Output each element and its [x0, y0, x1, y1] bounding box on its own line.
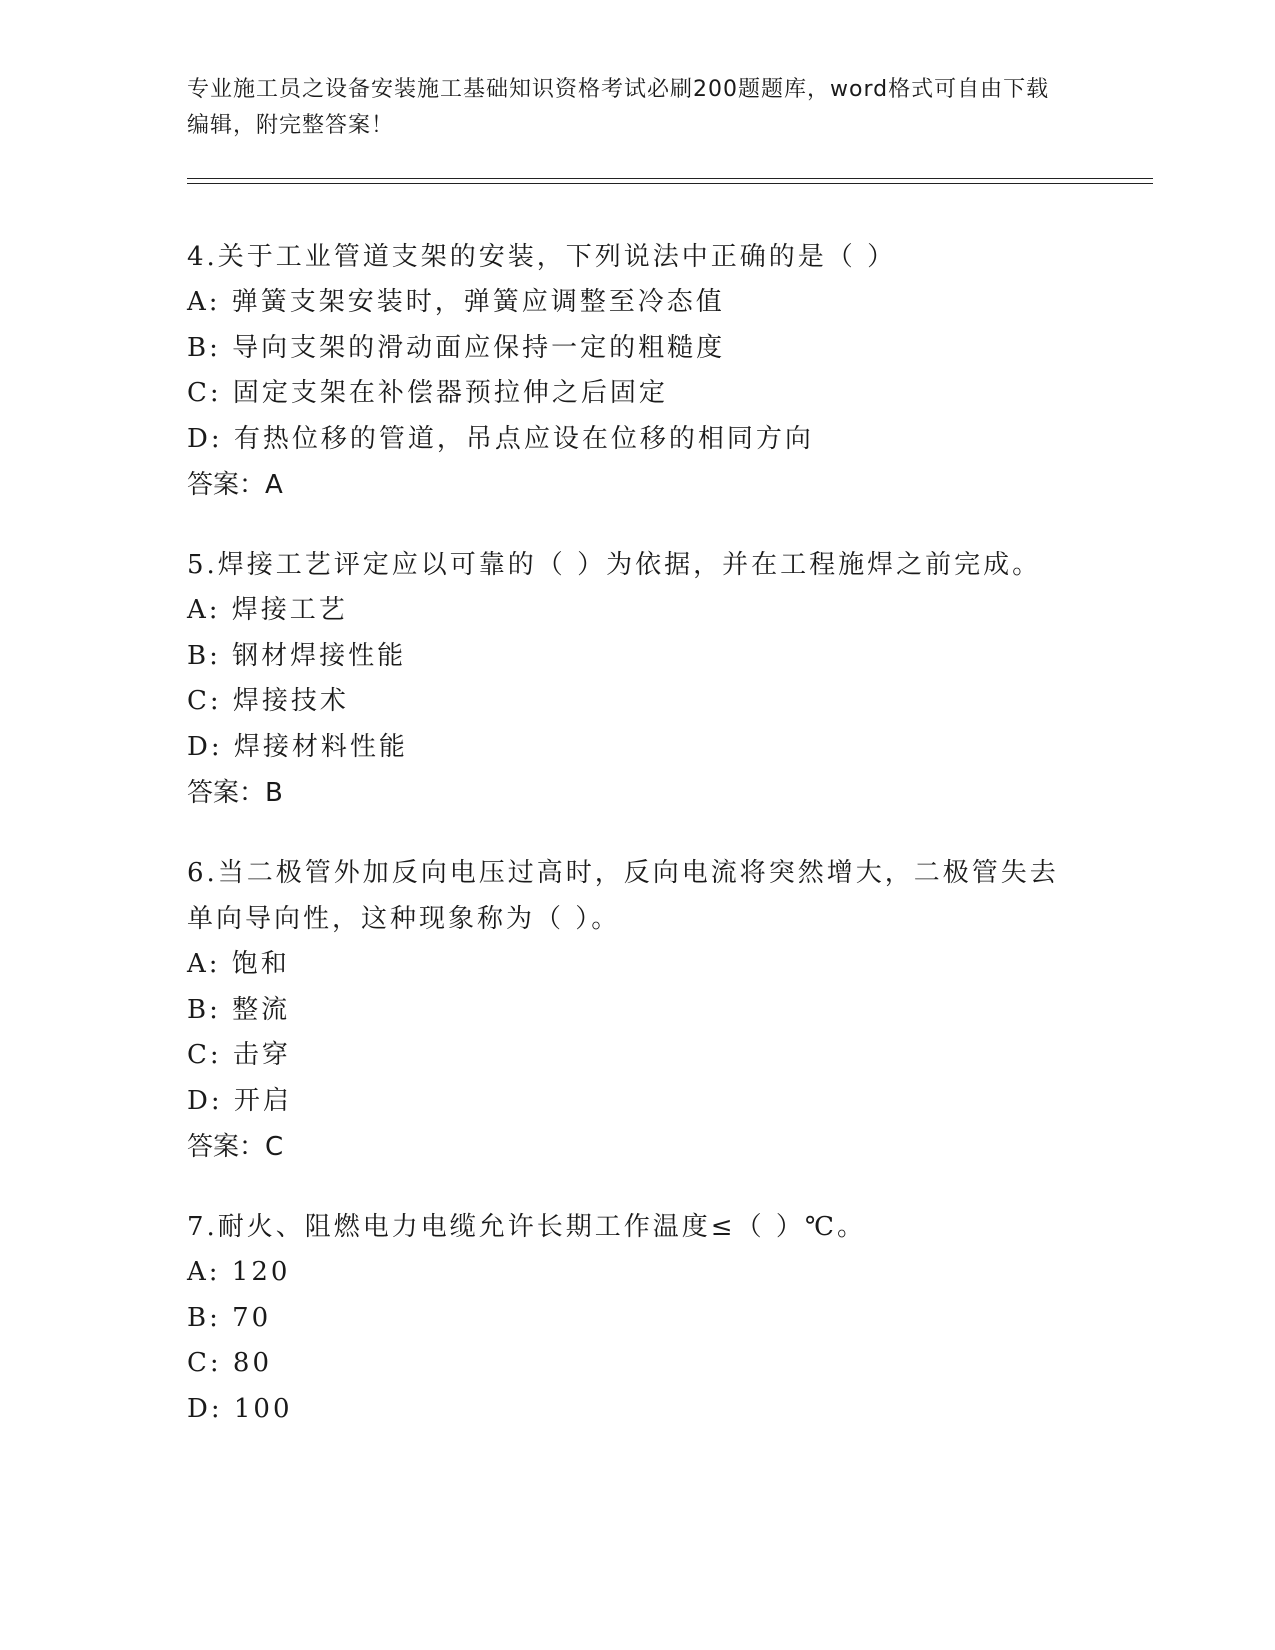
document-header: 专业施工员之设备安装施工基础知识资格考试必刷200题题库，word格式可自由下载编辑，附完整答案！	[187, 77, 1050, 138]
option-b: B: 导向支架的滑动面应保持一定的粗糙度	[187, 332, 726, 363]
question-list	[187, 234, 1087, 1466]
question-4	[187, 234, 1087, 508]
answer: 答案：B	[187, 778, 283, 808]
option-a: A: 饱和	[187, 949, 290, 979]
option-d: D: 100	[187, 1393, 293, 1424]
answer: 答案：A	[187, 470, 283, 500]
option-b: B: 钢材焊接性能	[187, 640, 407, 671]
option-d: D: 焊接材料性能	[187, 731, 408, 762]
question-7	[187, 1204, 1087, 1432]
option-c: C: 击穿	[187, 1040, 291, 1070]
question-stem: 5.焊接工艺评定应以可靠的（ ）为依据，并在工程施焊之前完成。	[187, 550, 1042, 580]
option-b: B: 整流	[187, 994, 291, 1025]
option-a: A: 焊接工艺	[187, 595, 348, 625]
option-c: C: 焊接技术	[187, 686, 349, 716]
option-c: C: 80	[187, 1348, 273, 1378]
option-c: C: 固定支架在补偿器预拉伸之后固定	[187, 378, 668, 408]
question-stem: 7.耐火、阻燃电力电缆允许长期工作温度≤（ ）℃。	[187, 1212, 866, 1242]
option-d: D: 有热位移的管道，吊点应设在位移的相同方向	[187, 423, 814, 454]
question-6	[187, 850, 1087, 1170]
option-d: D: 开启	[187, 1085, 292, 1116]
question-5	[187, 542, 1087, 816]
answer: 答案：C	[187, 1132, 284, 1162]
header-divider-bottom	[187, 183, 1153, 184]
question-stem: 4.关于工业管道支架的安装，下列说法中正确的是（ ）	[187, 242, 897, 272]
question-stem: 6.当二极管外加反向电压过高时，反向电流将突然增大，二极管失去单向导向性，这种现象称为（ ）。	[187, 858, 1059, 934]
option-a: A: 120	[187, 1257, 291, 1287]
option-b: B: 70	[187, 1302, 272, 1333]
option-a: A: 弹簧支架安装时，弹簧应调整至冷态值	[187, 287, 725, 317]
header-divider-top	[187, 178, 1153, 179]
